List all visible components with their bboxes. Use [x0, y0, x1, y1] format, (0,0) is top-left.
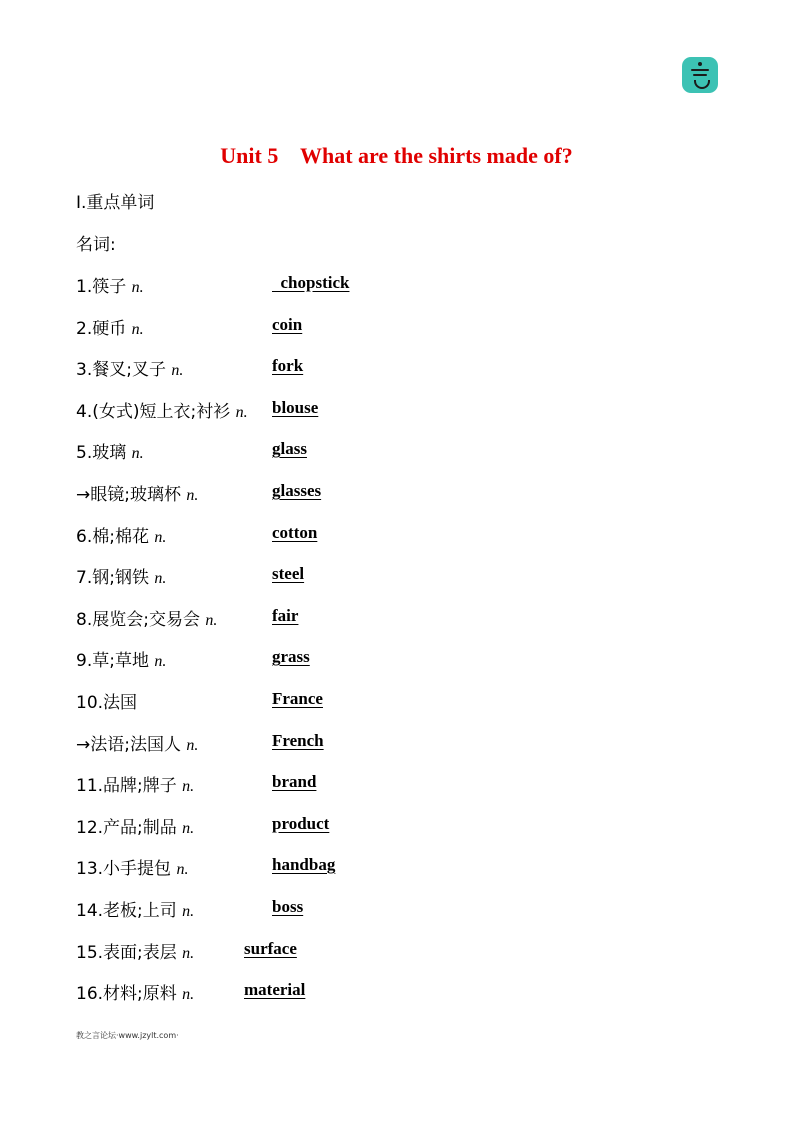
vocab-chinese: [76, 896, 194, 921]
vocab-part-of-speech: n.: [182, 945, 195, 962]
vocab-row: [76, 771, 716, 795]
vocab-chinese-text: 6.棉;棉花: [76, 527, 149, 547]
vocab-row: [76, 730, 716, 754]
vocab-part-of-speech: n.: [182, 986, 195, 1003]
vocab-part-of-speech: n.: [182, 820, 195, 837]
vocab-english: blouse: [272, 398, 319, 417]
vocab-chinese-text: 11.品牌;牌子: [76, 776, 177, 796]
vocab-row: [76, 813, 716, 837]
vocab-part-of-speech: n.: [205, 612, 218, 629]
logo-icon: [682, 57, 718, 93]
vocab-chinese-text: 2.硬币: [76, 319, 127, 339]
vocab-chinese-text: →眼镜;玻璃杯: [76, 485, 181, 505]
vocab-part-of-speech: n.: [235, 404, 248, 421]
nouns-subheading: 名词:: [76, 235, 116, 255]
vocab-chinese: [76, 438, 144, 463]
vocab-english: glasses: [272, 481, 322, 500]
vocab-chinese: [76, 646, 166, 671]
vocab-row: [76, 522, 716, 546]
logo-dot: [698, 62, 702, 66]
vocab-row: [76, 605, 716, 629]
vocab-part-of-speech: n.: [131, 445, 144, 462]
logo-smile: [694, 80, 710, 89]
vocab-row: [76, 480, 716, 504]
vocab-chinese: [76, 688, 137, 713]
vocab-part-of-speech: n.: [154, 653, 167, 670]
vocab-chinese-text: 14.老板;上司: [76, 901, 177, 921]
vocab-row: [76, 355, 716, 379]
vocab-english: handbag: [272, 855, 336, 874]
footer-text: 教之言论坛·www.jzylt.com·: [76, 1031, 179, 1040]
vocab-chinese-text: 4.(女式)短上衣;衬衫: [76, 402, 231, 422]
vocab-chinese-text: 15.表面;表层: [76, 943, 177, 963]
logo-line: [693, 74, 707, 76]
vocab-english: grass: [272, 647, 310, 666]
vocab-english: steel: [272, 564, 305, 583]
vocab-chinese: [76, 938, 194, 963]
vocab-chinese-text: 8.展览会;交易会: [76, 610, 200, 630]
vocab-chinese: [76, 563, 166, 588]
page-title: Unit 5 What are the shirts made of?: [220, 143, 573, 168]
vocab-row: [76, 896, 716, 920]
vocab-chinese-text: 5.玻璃: [76, 443, 127, 463]
vocab-part-of-speech: n.: [131, 321, 144, 338]
vocab-chinese: [76, 979, 194, 1004]
vocab-english: fork: [272, 356, 304, 375]
vocab-chinese-text: →法语;法国人: [76, 735, 181, 755]
vocab-chinese-text: 3.餐叉;叉子: [76, 360, 166, 380]
vocab-part-of-speech: n.: [176, 861, 189, 878]
vocab-chinese-text: 1.筷子: [76, 277, 127, 297]
vocab-chinese-text: 7.钢;钢铁: [76, 568, 149, 588]
vocab-english: glass: [272, 439, 307, 458]
vocab-chinese-text: 10.法国: [76, 693, 138, 713]
vocab-row: [76, 688, 716, 712]
vocab-row: [76, 938, 716, 962]
vocab-english: coin: [272, 315, 303, 334]
vocab-chinese: [76, 730, 198, 755]
vocab-english: France: [272, 689, 323, 708]
vocab-chinese: [76, 355, 183, 380]
vocab-english: material: [244, 980, 306, 999]
vocab-chinese: [76, 522, 166, 547]
vocab-row: [76, 272, 716, 296]
vocab-part-of-speech: n.: [171, 362, 184, 379]
vocab-row: [76, 979, 716, 1003]
vocab-part-of-speech: n.: [154, 570, 167, 587]
vocab-chinese: [76, 813, 194, 838]
vocab-chinese: [76, 771, 194, 796]
vocab-english: boss: [272, 897, 304, 916]
vocab-part-of-speech: n.: [186, 737, 199, 754]
vocab-english: French: [272, 731, 324, 750]
vocab-row: [76, 646, 716, 670]
vocab-english: brand: [272, 772, 317, 791]
vocab-row: [76, 563, 716, 587]
vocab-part-of-speech: n.: [182, 903, 195, 920]
vocab-chinese: [76, 605, 217, 630]
vocab-row: [76, 397, 716, 421]
vocab-chinese-text: 13.小手提包: [76, 859, 172, 879]
vocab-chinese: [76, 272, 144, 297]
vocab-chinese-text: 12.产品;制品: [76, 818, 177, 838]
vocab-chinese: [76, 314, 144, 339]
vocab-english: product: [272, 814, 330, 833]
vocab-english: cotton: [272, 523, 318, 542]
vocab-row: [76, 314, 716, 338]
vocab-chinese: [76, 397, 248, 422]
logo-line: [691, 69, 709, 71]
vocab-chinese-text: 9.草;草地: [76, 651, 149, 671]
vocab-row: [76, 854, 716, 878]
vocab-part-of-speech: n.: [131, 279, 144, 296]
vocab-chinese: [76, 854, 188, 879]
vocab-english: chopstick: [272, 273, 350, 292]
vocab-chinese-text: 16.材料;原料: [76, 984, 177, 1004]
vocab-english: fair: [272, 606, 299, 625]
vocab-part-of-speech: n.: [186, 487, 199, 504]
vocab-part-of-speech: n.: [154, 529, 167, 546]
vocab-part-of-speech: n.: [182, 778, 195, 795]
vocab-row: [76, 438, 716, 462]
vocab-chinese: [76, 480, 198, 505]
vocab-english: surface: [244, 939, 297, 958]
section-heading: Ⅰ.重点单词: [76, 193, 155, 213]
